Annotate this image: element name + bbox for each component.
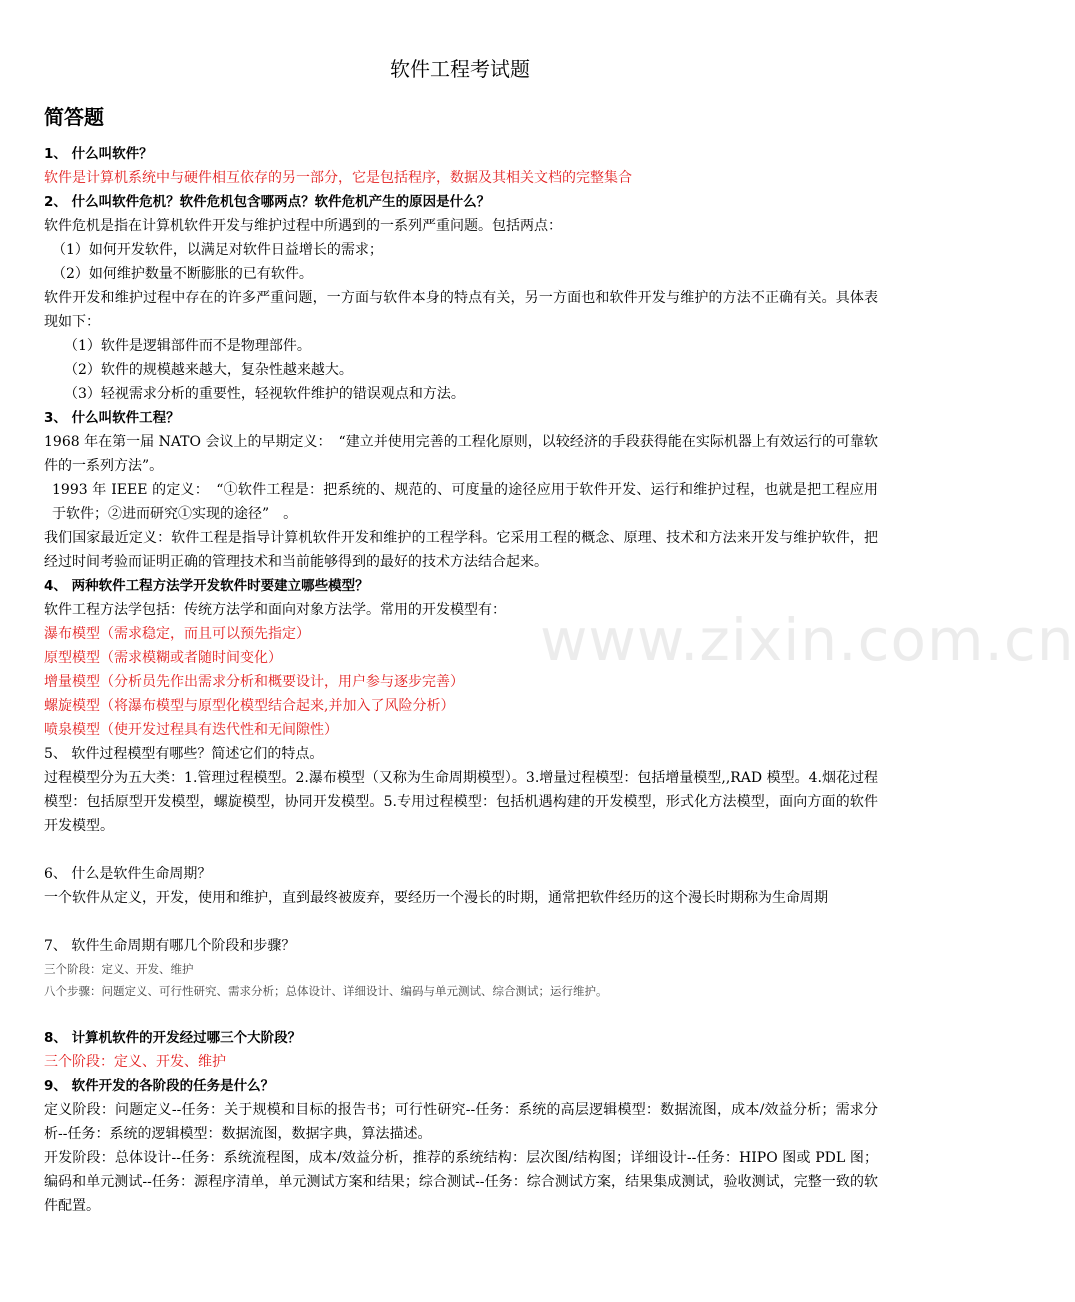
- document-title: 软件工程考试题: [390, 57, 530, 81]
- paragraph-line: 5、 软件过程模型有哪些？简述它们的特点。: [44, 746, 324, 762]
- blank-line: [44, 1002, 878, 1026]
- paragraph-line: 螺旋模型（将瀑布模型与原型化模型结合起来,并加入了风险分析）: [44, 698, 455, 714]
- watermark: www.zixin.com.cn: [540, 606, 1075, 674]
- paragraph-line: 6、 什么是软件生命周期？: [44, 866, 212, 882]
- paragraph-line: 过程模型分为五大类：1.管理过程模型。2.瀑布模型（又称为生命周期模型）。3.增量过程模型：包括增量模型,,RAD 模型。4.烟花过程模型：包括原型开发模型，螺旋模型，协同开发模型。5.专用过程模型：包括机遇构建的开发模型，形式化方法模型，面向方面的软件开发模型。: [44, 770, 878, 834]
- paragraph-line: 7、 软件生命周期有哪几个阶段和步骤？: [44, 938, 296, 954]
- paragraph-line: 瀑布模型（需求稳定，而且可以预先指定）: [44, 626, 310, 642]
- paragraph-line: 定义阶段：问题定义--任务：关于规模和目标的报告书；可行性研究--任务：系统的高层逻辑模型：数据流图，成本/效益分析；需求分析--任务：系统的逻辑模型：数据流图，数据字典，算法描述。: [44, 1102, 878, 1142]
- paragraph-line: （2）软件的规模越来越大，复杂性越来越大。: [64, 362, 353, 378]
- section-heading: 简答题: [44, 105, 104, 129]
- paragraph-line: 1993 年 IEEE 的定义： “①软件工程是：把系统的、规范的、可度量的途径应用于软件开发、运行和维护过程，也就是把工程应用于软件；②进而研究①实现的途径” 。: [52, 482, 878, 522]
- question-heading: 2、 什么叫软件危机？软件危机包含哪两点？软件危机产生的原因是什么？: [44, 194, 491, 210]
- paragraph-line: 软件危机是指在计算机软件开发与维护过程中所遇到的一系列严重问题。包括两点：: [44, 218, 562, 234]
- paragraph-line: 我们国家最近定义：软件工程是指导计算机软件开发和维护的工程学科。它采用工程的概念、原理、技术和方法来开发与维护软件，把经过时间考验而证明正确的管理技术和当前能够得到的最好的技术方法结合起来。: [44, 530, 878, 570]
- paragraph-line: 喷泉模型（使开发过程具有迭代性和无间隙性）: [44, 722, 338, 738]
- paragraph-line: 1968 年在第一届 NATO 会议上的早期定义： “建立并使用完善的工程化原则，以较经济的手段获得能在实际机器上有效运行的可靠软件的一系列方法”。: [44, 434, 878, 474]
- paragraph-line: 八个步骤：问题定义、可行性研究、需求分析；总体设计、详细设计、编码与单元测试、综合测试；运行维护。: [44, 984, 608, 998]
- paragraph-line: 软件是计算机系统中与硬件相互依存的另一部分，它是包括程序，数据及其相关文档的完整集合: [44, 170, 632, 186]
- paragraph-line: 增量模型（分析员先作出需求分析和概要设计，用户参与逐步完善）: [44, 674, 464, 690]
- document-body: [44, 142, 878, 1218]
- paragraph-line: （1）如何开发软件，以满足对软件日益增长的需求；: [52, 242, 383, 258]
- paragraph-line: （1）软件是逻辑部件而不是物理部件。: [64, 338, 311, 354]
- blank-line: [44, 838, 878, 862]
- paragraph-line: 开发阶段：总体设计--任务：系统流程图，成本/效益分析，推荐的系统结构：层次图/结构图；详细设计--任务：HIPO 图或 PDL 图；编码和单元测试--任务：源程序清单，单元测试方案和结果；综合测试--任务：综合测试方案，结果集成测试，验收测试，完整一致的软件配置。: [44, 1150, 878, 1214]
- question-heading: 3、 什么叫软件工程？: [44, 410, 180, 426]
- question-heading: 8、 计算机软件的开发经过哪三个大阶段？: [44, 1030, 302, 1046]
- paragraph-line: 三个阶段：定义、开发、维护: [44, 962, 194, 976]
- blank-line: [44, 910, 878, 934]
- paragraph-line: 三个阶段：定义、开发、维护: [44, 1054, 226, 1070]
- paragraph-line: （3）轻视需求分析的重要性，轻视软件维护的错误观点和方法。: [64, 386, 465, 402]
- paragraph-line: 软件开发和维护过程中存在的许多严重问题，一方面与软件本身的特点有关，另一方面也和软件开发与维护的方法不正确有关。具体表现如下：: [44, 290, 878, 330]
- question-heading: 4、 两种软件工程方法学开发软件时要建立哪些模型？: [44, 578, 369, 594]
- paragraph-line: （2）如何维护数量不断膨胀的已有软件。: [52, 266, 313, 282]
- paragraph-line: 软件工程方法学包括：传统方法学和面向对象方法学。常用的开发模型有：: [44, 602, 506, 618]
- paragraph-line: 原型模型（需求模糊或者随时间变化）: [44, 650, 282, 666]
- question-heading: 9、 软件开发的各阶段的任务是什么？: [44, 1078, 275, 1094]
- question-heading: 1、 什么叫软件？: [44, 146, 153, 162]
- paragraph-line: 一个软件从定义，开发，使用和维护，直到最终被废弃，要经历一个漫长的时期，通常把软件经历的这个漫长时期称为生命周期: [44, 890, 828, 906]
